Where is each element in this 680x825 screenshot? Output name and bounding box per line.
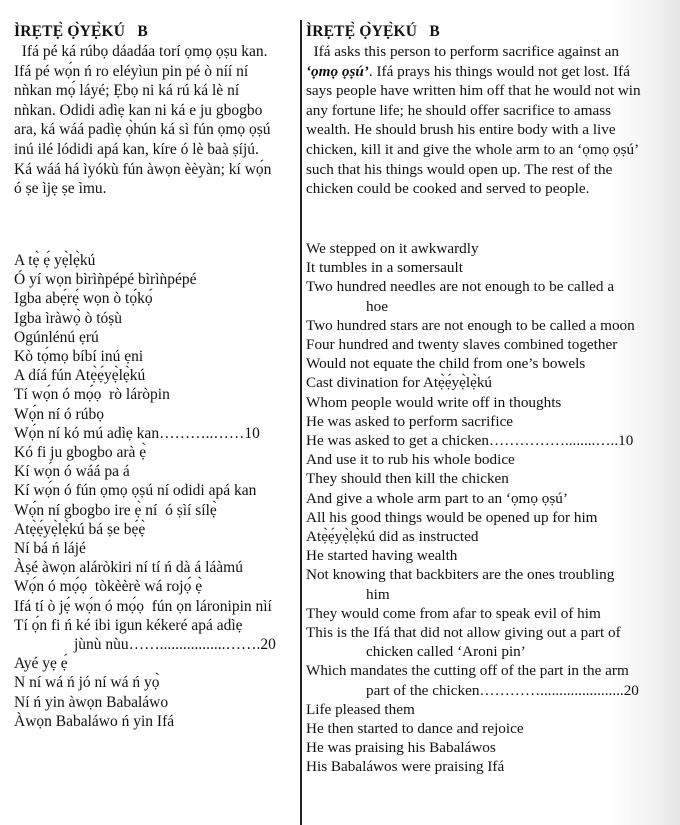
- verse-line: hoe: [366, 297, 388, 315]
- verse-line: He started having wealth: [306, 547, 458, 565]
- paragraph-line: ara, ká wáá padìẹ ọ̀hún ká sì fún ọmọ ọṣú: [14, 121, 271, 139]
- verse-line: Two hundred needles are not enough to be called a: [306, 278, 615, 296]
- paragraph-line: such that his things would open up. The rest of the: [306, 160, 613, 178]
- paragraph-line: nǹkan. Odidi adìẹ kan ni ká e ju gbogbo: [14, 101, 263, 119]
- paragraph-line: wealth. He should brush his entire body with a live: [306, 121, 616, 139]
- verse-line: And use it to rub his whole bodice: [306, 451, 515, 469]
- verse-line: Àṣé àwọn aláròkiri ní tí ń dà á láàmú: [14, 559, 243, 577]
- verse-line: He was asked to get a chicken……………........…..10: [306, 432, 634, 450]
- english-heading: ÌRẸTẸ̀ Ọ̀YẸ̀KÚ B: [306, 23, 440, 40]
- paragraph-line: inú ilé lódidi apá kan, kíre ó lè baà ṣíjú.: [14, 140, 259, 158]
- verse-line: Àwọn Babaláwo ń yin Ifá: [14, 712, 175, 730]
- paragraph-line: any fortune life; he should offer sacrifice to amass: [306, 101, 612, 119]
- verse-line: Not knowing that backbiters are the ones troubling: [306, 566, 615, 584]
- verse-line: Tí ọ́n fi ń ké ibi igun kékeré apá adìẹ: [14, 616, 243, 634]
- paragraph-line: chicken, kill it and give the whole arm to an ‘ọmọ ọṣú’: [306, 140, 640, 158]
- verse-line: part of the chicken…………......................20: [366, 681, 639, 699]
- verse-line: He was praising his Babaláwos: [306, 739, 496, 757]
- verse-line: All his good things would be opened up for him: [306, 508, 598, 526]
- verse-line: Wọ́n ní kó mú adìẹ kan………..……10: [14, 424, 260, 442]
- paragraph-line: ó ṣe ìjẹ ṣe ìmu.: [14, 180, 107, 198]
- verse-line: Igba abẹ́rẹ́ wọn ò tọ́kọ́: [14, 290, 153, 308]
- verse-line: Wọ́n ní ó rúbọ: [14, 405, 104, 423]
- verse-line: Igba ìràwọ̀ ò tóṣù: [14, 309, 123, 327]
- verse-line: Ifá tí ò jẹ́ wọ́n ó mọ́ọ fún ọn láronipin nìí: [14, 597, 272, 615]
- paragraph-line: chicken could be cooked and served to people.: [306, 180, 590, 198]
- verse-line: Which mandates the cutting off of the part in the arm: [306, 662, 629, 680]
- paragraph-line: Ifá pé ká rúbọ dáadáa torí ọmọ ọṣu kan.: [14, 43, 268, 60]
- paragraph-line: Ifá pé wọ́n ń ro eléyìun pin pé ò níí ní: [14, 62, 249, 80]
- verse-line: Atẹ̀ẹ́yẹ̀lẹ̀kú did as instructed: [306, 528, 479, 546]
- paragraph-text: . Ifá prays his things would not get lost. Ifá: [368, 62, 630, 80]
- yoruba-verses: [14, 251, 276, 731]
- verse-line: Life pleased them: [306, 700, 415, 718]
- verse-line: Wọ́n ní gbogbo ire ẹ̀ ní ó ṣìí sílẹ̀: [14, 501, 217, 519]
- verse-line: Atẹ̀ẹ́yẹ̀lẹ̀kú bá ṣe bẹ́ẹ̀: [14, 520, 146, 538]
- verse-line: Ayé yẹ ẹ́: [14, 655, 68, 673]
- verse-line: jùnù nùu…….................…….20: [74, 636, 276, 654]
- verse-line: His Babaláwos were praising Ifá: [306, 758, 505, 776]
- verse-line: Kí wọ́n ó fún ọmọ ọṣú ní odidi apá kan: [14, 482, 257, 500]
- verse-line: We stepped on it awkwardly: [306, 240, 479, 257]
- verse-line: He was asked to perform sacrifice: [306, 412, 514, 430]
- verse-line: It tumbles in a somersault: [306, 259, 463, 277]
- verse-line: Ogúnlénú ẹrú: [14, 328, 99, 346]
- english-verses: [306, 239, 639, 777]
- verse-line: Kò tọ́mọ bíbí inú ẹni: [14, 348, 144, 366]
- verse-line: A tẹ̀ ẹ́ yẹ̀lẹ̀kú: [14, 252, 96, 269]
- verse-line: This is the Ifá that did not allow giving out a part of: [306, 624, 621, 642]
- emphasis-term: ‘ọmọ ọṣú’: [306, 62, 369, 80]
- verse-line: him: [366, 585, 390, 603]
- column-divider: [300, 20, 302, 825]
- verse-line: Wọ́n ó mọ́ọ tòkèèrè wá rojọ́ ẹ̀: [14, 578, 203, 596]
- verse-line: They should then kill the chicken: [306, 470, 509, 488]
- yoruba-heading: ÌRẸTẸ̀ Ọ̀YẸ̀KÚ B: [14, 23, 148, 40]
- verse-line: A díá fún Atẹ̀ẹ́yẹ̀lẹ̀kú: [14, 367, 146, 385]
- verse-line: Two hundred stars are not enough to be called a moon: [306, 316, 635, 334]
- verse-line: Tí wọ́n ó mọ́ọ rò láròpin: [14, 386, 170, 404]
- paragraph-line: nǹkan mọ́ láyé; Ẹbọ ni ká rú ká lè ní: [14, 82, 240, 100]
- paragraph-line: says people have written him off that he would not win: [306, 82, 641, 100]
- verse-line: They would come from afar to speak evil of him: [306, 604, 601, 622]
- verse-line: Whom people would write off in thoughts: [306, 393, 562, 411]
- verse-line: Ó yí wọn bìrìǹpépé bìrìǹpépé: [14, 271, 197, 289]
- paragraph-line: Ifá asks this person to perform sacrifice against an: [306, 43, 619, 60]
- yoruba-paragraph: [14, 42, 304, 199]
- verse-line: Ní ń yin àwọn Babaláwo: [14, 693, 169, 711]
- verse-line: Kí wọ́n ó wáá pa á: [14, 463, 130, 481]
- verse-line: N ní wá ń jó ní wá ń yọ̀: [14, 674, 160, 692]
- verse-line: chicken called ‘Aroni pin’: [366, 643, 526, 661]
- verse-line: Would not equate the child from one’s bowels: [306, 355, 586, 373]
- verse-line: He then started to dance and rejoice: [306, 720, 524, 738]
- paragraph-line: Ká wáá há ìyókù fún àwọn èèyàn; kí wọ́n: [14, 160, 272, 178]
- verse-line: Four hundred and twenty slaves combined together: [306, 336, 618, 354]
- english-paragraph: [306, 42, 678, 199]
- paragraph-line: [306, 62, 678, 82]
- verse-line: Ní bá ń lájé: [14, 540, 86, 558]
- verse-line: Cast divination for Atẹ̀ẹ́yẹ̀lẹ̀kú: [306, 374, 493, 392]
- verse-line: And give a whole arm part to an ‘ọmọ ọṣú’: [306, 489, 568, 507]
- verse-line: Kó fi ju gbogbo arà ẹ̀: [14, 444, 147, 462]
